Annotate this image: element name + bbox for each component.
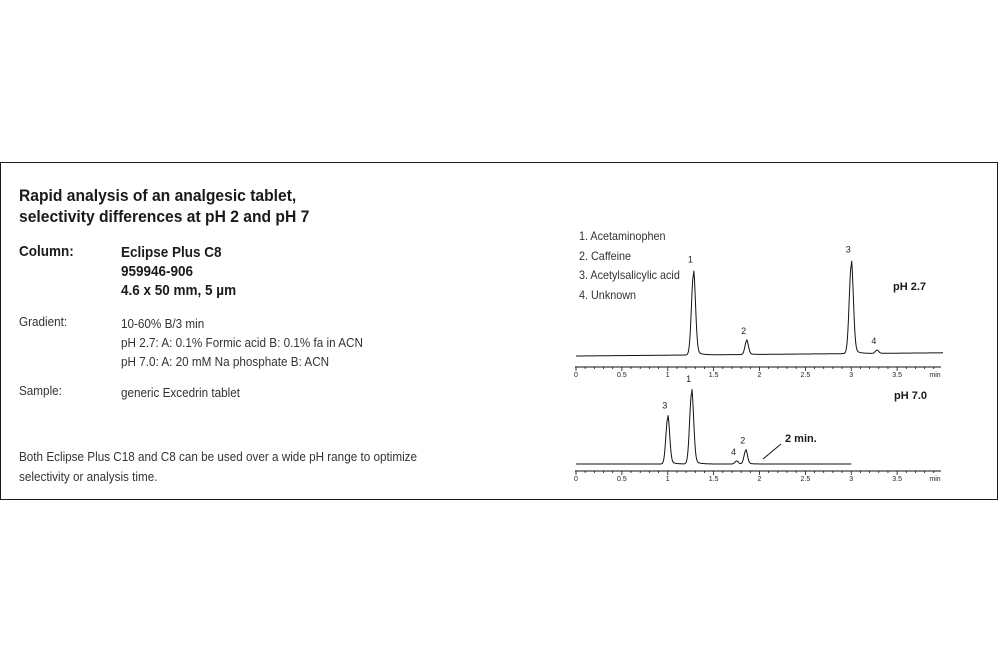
trace-line: [576, 261, 943, 356]
x-tick-label: 3.5: [892, 476, 902, 483]
x-tick-label: min: [929, 476, 941, 483]
peak-label: 3: [845, 244, 851, 255]
chromatogram-svg: [1, 163, 997, 499]
column-part-number: 959946-906: [121, 263, 194, 280]
legend-item: 1. Acetaminophen: [579, 229, 666, 243]
footnote-line-1: Both Eclipse Plus C18 and C8 can be used over a wide pH range to optimize: [19, 449, 418, 464]
x-tick-label: 0.5: [617, 476, 627, 483]
annotation-label: 2 min.: [785, 433, 817, 445]
peak-label: 2: [740, 435, 746, 446]
footnote-line-2: selectivity or analysis time.: [19, 469, 158, 484]
title-line-1: Rapid analysis of an analgesic tablet,: [19, 186, 297, 205]
title-line-2: selectivity differences at pH 2 and pH 7: [19, 207, 310, 226]
peak-label: 4: [731, 446, 737, 457]
x-tick-label: 1: [665, 372, 670, 379]
x-tick-label: 3.5: [892, 372, 902, 379]
sample-value: generic Excedrin tablet: [121, 385, 241, 400]
sample-label: Sample:: [19, 383, 62, 398]
trace-line: [576, 389, 851, 464]
x-tick-label: 0: [574, 476, 578, 483]
x-tick-label: 3: [849, 372, 854, 379]
gradient-line-3: pH 7.0: A: 20 mM Na phosphate B: ACN: [121, 354, 330, 369]
x-tick-label: 3: [849, 476, 854, 483]
peak-label: 1: [686, 374, 692, 385]
x-tick-label: 1.5: [708, 476, 719, 483]
legend-item: 3. Acetylsalicylic acid: [579, 268, 680, 282]
x-tick-label: 2.5: [800, 476, 811, 483]
x-tick-label: 1.5: [708, 372, 719, 379]
peak-label: 2: [741, 325, 747, 336]
x-tick-label: min: [929, 372, 941, 379]
annotation-pointer: [763, 444, 781, 459]
legend-item: 4. Unknown: [579, 287, 637, 302]
column-dimensions: 4.6 x 50 mm, 5 µm: [121, 282, 237, 299]
chromatogram-label: pH 7.0: [894, 390, 928, 402]
peak-label: 4: [871, 335, 877, 346]
column-name: Eclipse Plus C8: [121, 244, 222, 261]
gradient-label: Gradient:: [19, 314, 68, 329]
x-tick-label: 2.5: [800, 372, 811, 379]
x-tick-label: 0.5: [617, 372, 627, 379]
peak-label: 1: [687, 254, 693, 265]
gradient-line-1: 10-60% B/3 min: [121, 316, 205, 331]
figure-panel: [0, 162, 998, 500]
x-tick-label: 0: [574, 372, 578, 379]
legend-item: 2. Caffeine: [579, 248, 632, 263]
column-label: Column:: [19, 243, 74, 260]
x-tick-label: 1: [665, 476, 670, 483]
x-tick-label: 2: [757, 372, 762, 379]
chromatogram-label: pH 2.7: [893, 281, 927, 293]
x-tick-label: 2: [757, 476, 762, 483]
peak-label: 3: [662, 400, 668, 411]
gradient-line-2: pH 2.7: A: 0.1% Formic acid B: 0.1% fa in ACN: [121, 335, 363, 350]
